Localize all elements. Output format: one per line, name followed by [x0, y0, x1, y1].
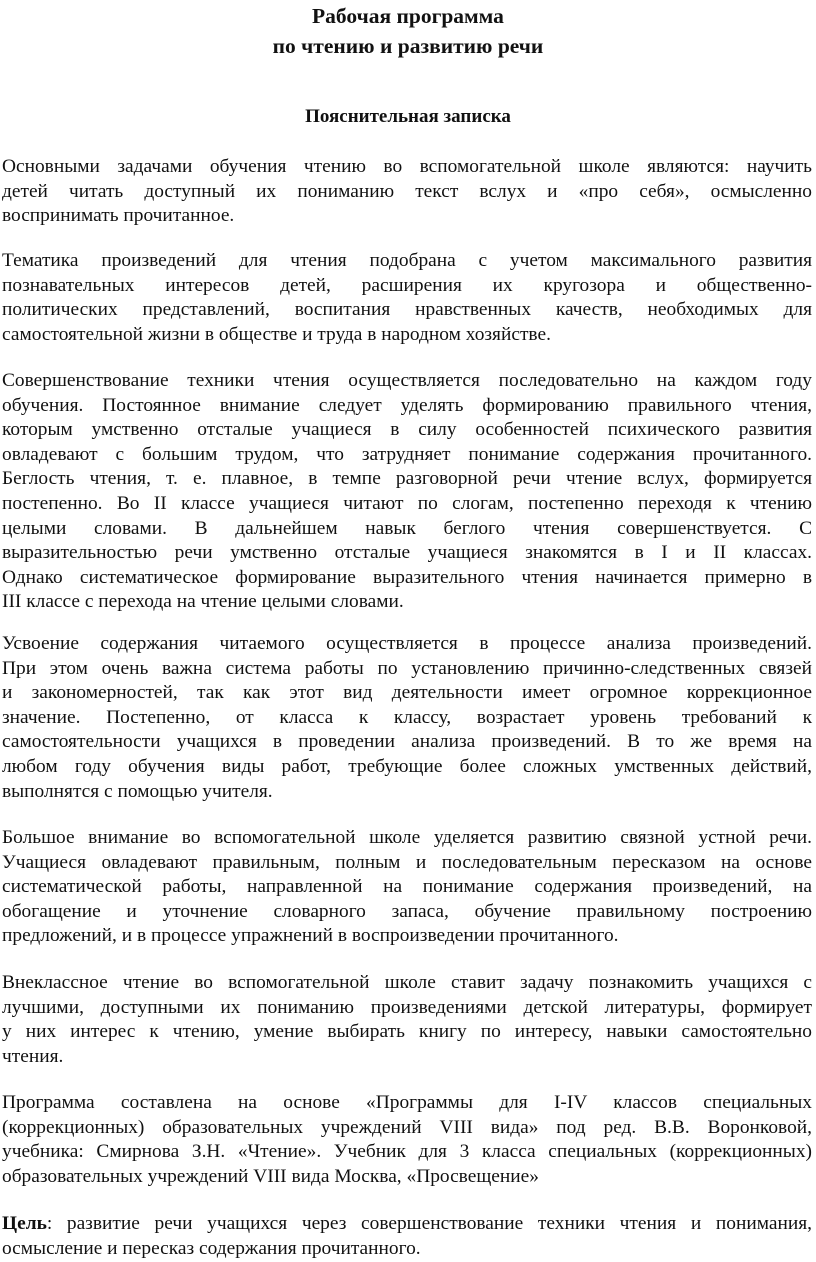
paragraph-extracurricular — [2, 971, 812, 1069]
goal-text: : развитие речи учащихся через совершенствование техники чтения и понимания, — [46, 1213, 812, 1234]
text-line: Усвоение содержания читаемого осуществляется в процессе анализа произведений. — [2, 633, 812, 654]
text-line: овладевают с большим трудом, что затрудняет понимание содержания прочитанного. — [2, 443, 812, 465]
paragraph-program-basis — [2, 1091, 812, 1189]
text-line: Большое внимание во вспомогательной школе уделяется развитию связной устной речи. — [2, 827, 812, 848]
text-line: выразительностью речи умственно отсталые учащиеся знакомятся в I и II классах. — [2, 542, 812, 564]
text-line: III классе с перехода на чтение целыми словами. — [2, 591, 404, 613]
paragraph-technique — [2, 369, 812, 615]
text-line: Основными задачами обучения чтению во вспомогательной школе являются: научить — [2, 156, 812, 177]
text-line: При этом очень важна система работы по установлению причинно-следственных связей — [2, 657, 812, 679]
text-line: постепенно. Во II классе учащиеся читают по слогам, постепенно переходя к чтению — [2, 492, 812, 514]
text-line: у них интерес к чтению, умение выбирать книгу по интересу, навыки самостоятельно — [2, 1021, 812, 1043]
text-line: осмысление и пересказ содержания прочитанного. — [2, 1237, 421, 1259]
text-line: выполнятся с помощью учителя. — [2, 780, 273, 802]
text-line: лучшими, доступными их пониманию произведениями детской литературы, формирует — [2, 996, 812, 1018]
text-line — [2, 1212, 812, 1237]
paragraph-themes — [2, 249, 812, 347]
title-line-2: по чтению и развитию речи — [272, 34, 544, 58]
text-line: Внеклассное чтение во вспомогательной школе ставит задачу познакомить учащихся с — [2, 972, 812, 993]
text-line: обучения. Постоянное внимание следует уделять формированию правильного чтения, — [2, 394, 812, 416]
text-line: систематической работы, направленной на понимание содержания произведений, на — [2, 876, 812, 898]
text-line: политических представлений, воспитания нравственных качеств, необходимых для — [2, 299, 812, 321]
paragraph-goal — [2, 1212, 812, 1261]
text-line: Программа составлена на основе «Программы для I-IV классов специальных — [2, 1092, 812, 1113]
text-line: самостоятельной жизни в обществе и труда в народном хозяйстве. — [2, 323, 551, 345]
section-heading: Пояснительная записка — [305, 106, 511, 127]
text-line: познавательных интересов детей, расширения их кругозора и общественно- — [2, 274, 812, 296]
text-line: воспринимать прочитанное. — [2, 205, 235, 227]
text-line: чтения. — [2, 1045, 64, 1067]
text-line: (коррекционных) образовательных учреждений VIII вида» под ред. В.В. Воронковой, — [2, 1116, 812, 1138]
text-line: целыми словами. В дальнейшем навык беглого чтения совершенствуется. С — [2, 517, 812, 539]
goal-label: Цель — [2, 1213, 47, 1234]
text-line: предложений, и в процессе упражнений в воспроизведении прочитанного. — [2, 925, 619, 947]
text-line: значение. Постепенно, от класса к классу, возрастает уровень требований к — [2, 706, 812, 728]
text-line: Учащиеся овладевают правильным, полным и последовательным пересказом на основе — [2, 851, 812, 873]
text-line: образовательных учреждений VIII вида Москва, «Просвещение» — [2, 1165, 539, 1187]
text-line: любом году обучения виды работ, требующие более сложных умственных действий, — [2, 755, 812, 777]
paragraph-speech — [2, 826, 812, 949]
text-line: детей читать доступный их пониманию текст вслух и «про себя», осмысленно — [2, 180, 812, 202]
text-line: самостоятельности учащихся в проведении анализа произведений. В то же время на — [2, 731, 812, 753]
text-line: обогащение и уточнение словарного запаса, обучение правильному построению — [2, 900, 812, 922]
text-line: Беглость чтения, т. е. плавное, в темпе разговорной речи чтение вслух, формируется — [2, 468, 812, 490]
text-line: Тематика произведений для чтения подобрана с учетом максимального развития — [2, 250, 812, 271]
text-line: и закономерностей, так как этот вид деятельности имеет огромное коррекционное — [2, 682, 812, 704]
paragraph-analysis — [2, 632, 812, 804]
paragraph-tasks — [2, 155, 812, 229]
text-line: Совершенствование техники чтения осуществляется последовательно на каждом году — [2, 370, 812, 391]
text-line: учебника: Смирнова З.Н. «Чтение». Учебник для 3 класса специальных (коррекционных) — [2, 1141, 812, 1163]
text-line: которым умственно отсталые учащиеся в силу особенностей психического развития — [2, 419, 812, 441]
text-line: Однако систематическое формирование выразительного чтения начинается примерно в — [2, 566, 812, 588]
title-line-1: Рабочая программа — [312, 4, 504, 28]
